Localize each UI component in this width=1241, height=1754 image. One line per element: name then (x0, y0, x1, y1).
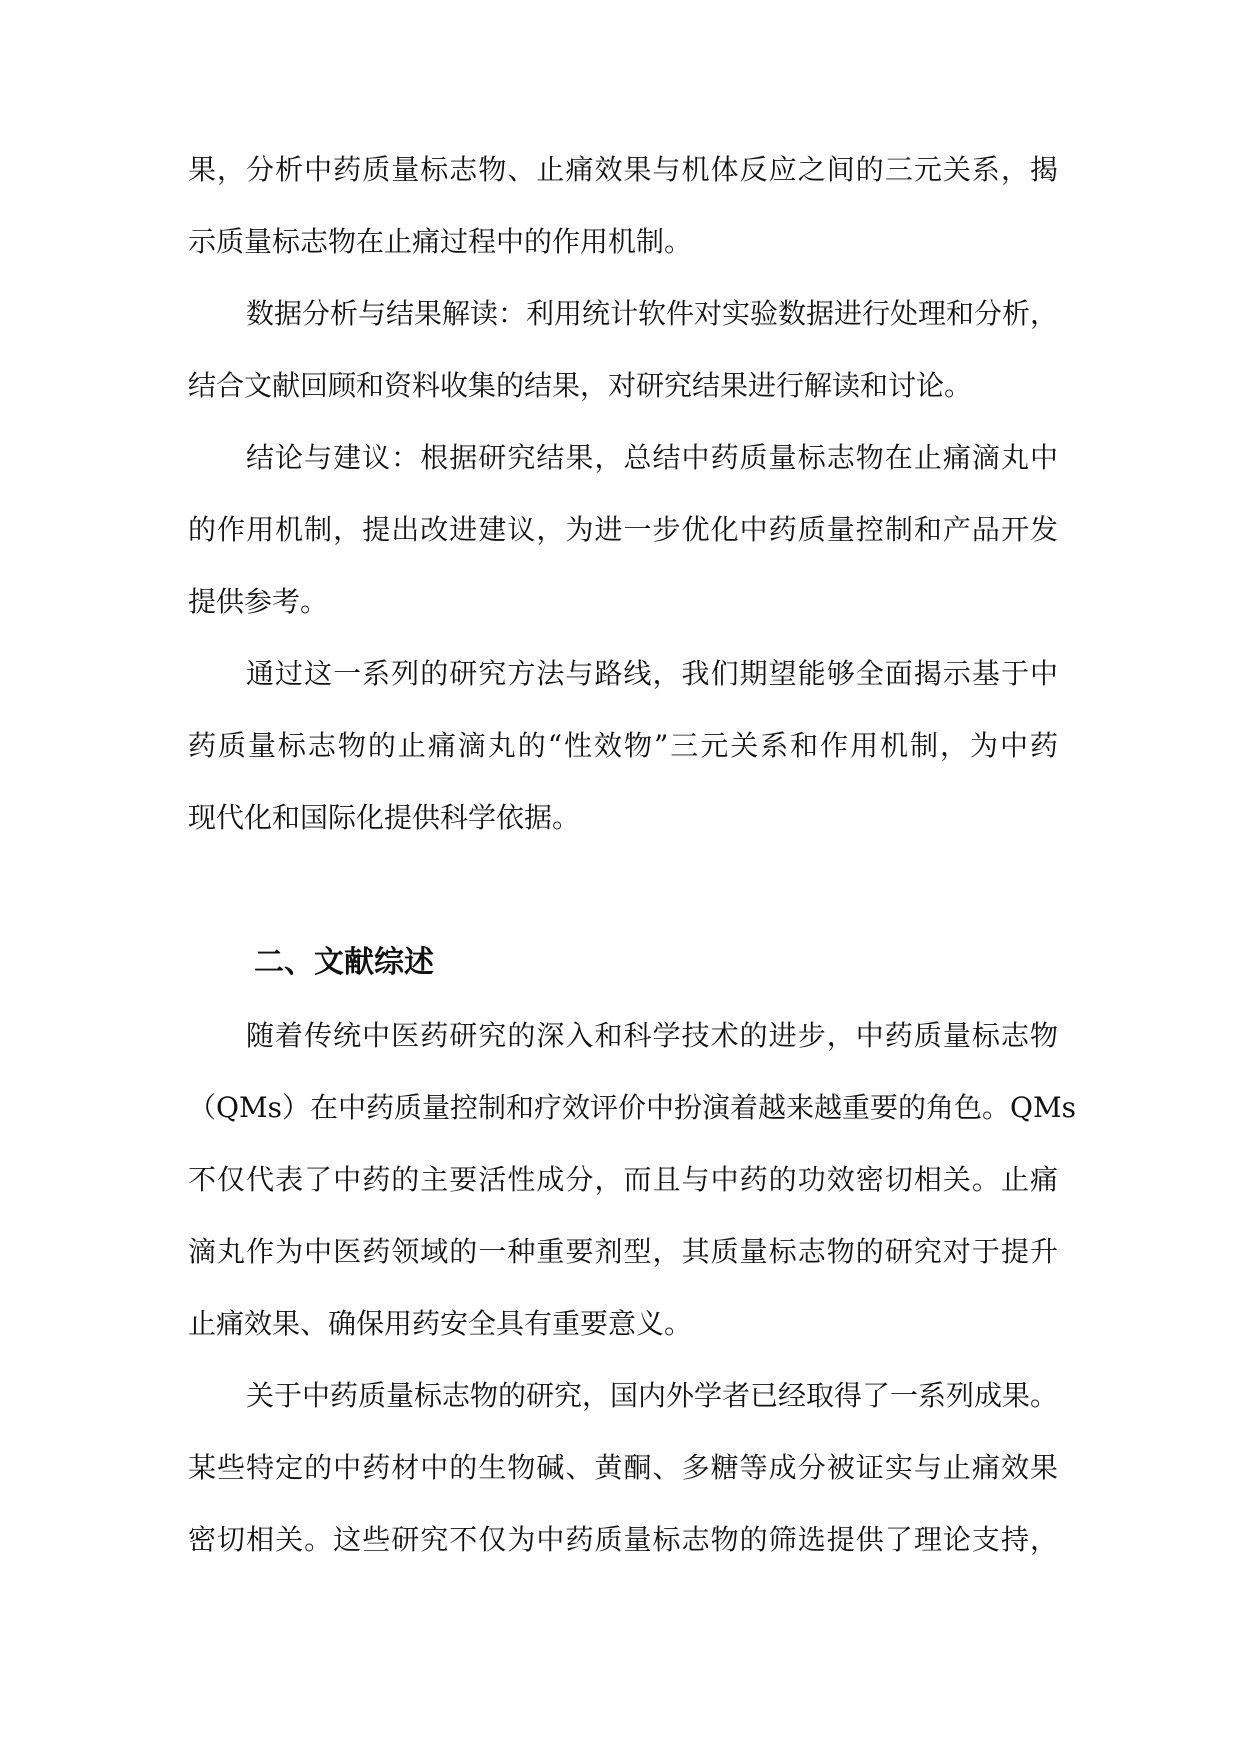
text-line: 密切相关。这些研究不仅为中药质量标志物的筛选提供了理论支持， (188, 1523, 1058, 1556)
text-line: 止痛效果、确保用药安全具有重要意义。 (188, 1307, 693, 1340)
text-line: 现代化和国际化提供科学依据。 (188, 801, 581, 834)
text-line: 结论与建议：根据研究结果，总结中药质量标志物在止痛滴丸中 (246, 441, 1058, 474)
text-line: 不仅代表了中药的主要活性成分，而且与中药的功效密切相关。止痛 (188, 1163, 1058, 1196)
text-line: 提供参考。 (188, 585, 329, 618)
text-line: 滴丸作为中医药领域的一种重要剂型，其质量标志物的研究对于提升 (188, 1235, 1058, 1268)
text-line: 示质量标志物在止痛过程中的作用机制。 (188, 225, 693, 258)
text-line: 的作用机制，提出改进建议，为进一步优化中药质量控制和产品开发 (188, 513, 1058, 546)
text-line: 结合文献回顾和资料收集的结果，对研究结果进行解读和讨论。 (188, 369, 973, 402)
text-line: 通过这一系列的研究方法与路线，我们期望能够全面揭示基于中 (246, 657, 1058, 690)
text-line: （QMs）在中药质量控制和疗效评价中扮演着越来越重要的角色。QMs (188, 1091, 1076, 1124)
text-line: 随着传统中医药研究的深入和科学技术的进步，中药质量标志物 (246, 1019, 1058, 1052)
text-line: 药质量标志物的止痛滴丸的“性效物”三元关系和作用机制，为中药 (188, 729, 1058, 762)
text-line: 果，分析中药质量标志物、止痛效果与机体反应之间的三元关系，揭 (188, 153, 1058, 186)
section-heading: 二、文献综述 (254, 945, 434, 980)
text-line: 关于中药质量标志物的研究，国内外学者已经取得了一系列成果。 (246, 1379, 1059, 1412)
text-line: 数据分析与结果解读：利用统计软件对实验数据进行处理和分析， (246, 297, 1059, 330)
text-line: 某些特定的中药材中的生物碱、黄酮、多糖等成分被证实与止痛效果 (188, 1451, 1058, 1484)
